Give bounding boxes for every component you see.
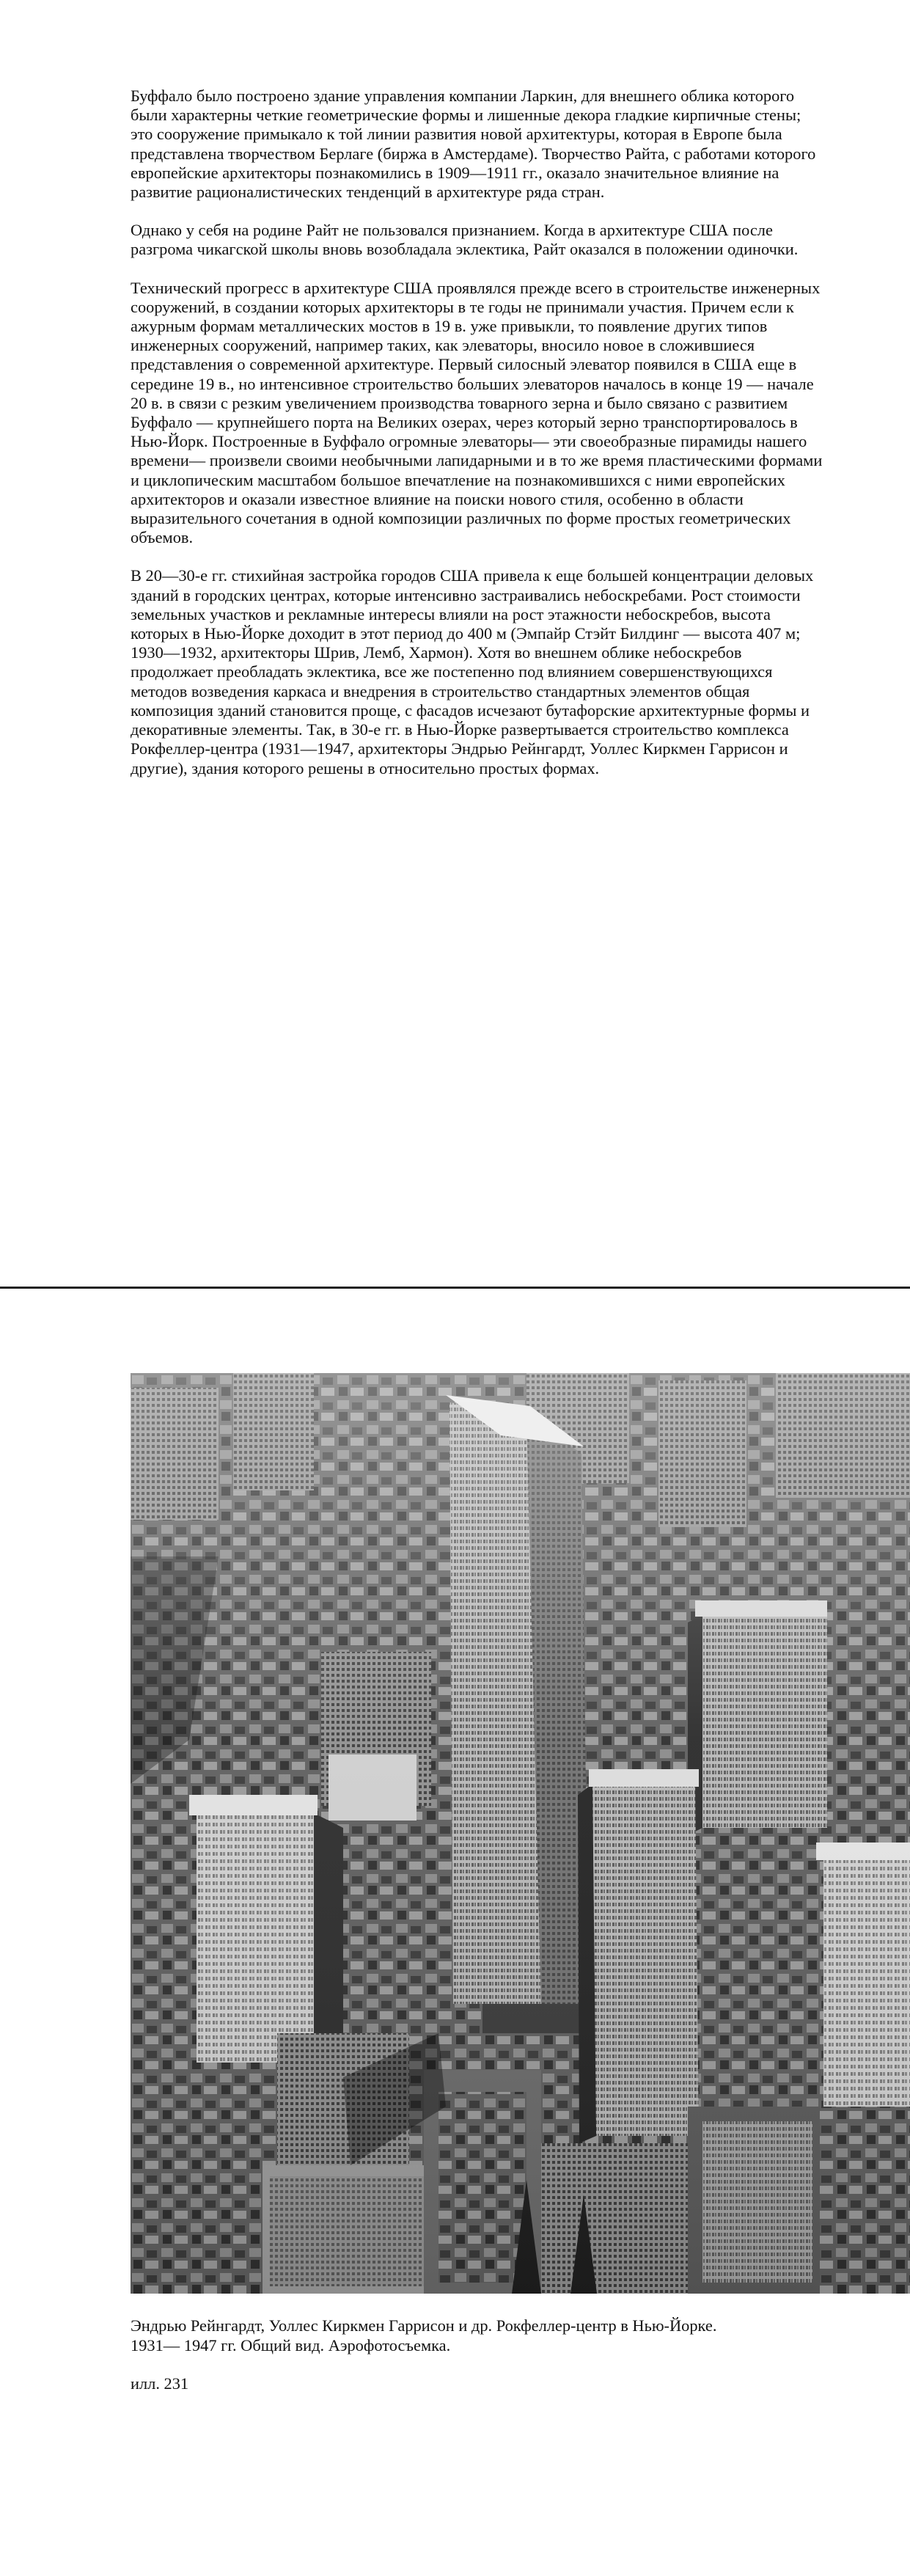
caption-line: 1931— 1947 гг. Общий вид. Аэрофотосъемка.	[131, 2336, 451, 2354]
paragraph: Однако у себя на родине Райт не пользовался признанием. Когда в архитектуре США после разгрома чикагской школы вновь возобладала эклектика, Райт оказался в положении одиночки.	[131, 221, 799, 259]
caption-line: Эндрью Рейнгардт, Уоллес Киркмен Гаррисон и др. Рокфеллер-центр в Нью-Йорке.	[131, 2316, 717, 2335]
aerial-photo-rockefeller-center	[131, 1373, 910, 2294]
paragraph: В 20—30-е гг. стихийная застройка городов США привела к еще большей концентрации деловых зданий в городских центрах, которые интенсивно застраивались небоскребами. Рост стоимости земельных участков и рекламные интересы влияли на рост этажности небоскребов, высота которых в Нью-Йорке доходит в этот период до 400 м (Эмпайр Стэйт Билдинг — высота 407 м; 1930—1932, архитекторы Шрив, Лемб, Хармон). Хотя во внешнем облике небоскребов продолжает преобладать эклектика, все же постепенно под влиянием совершенствующихся методов возведения каркаса и внедрения в строительство стандартных элементов общая композиция зданий становится проще, с фасадов исчезают бутафорские архитектурные формы и декоративные элементы. Так, в 30-е гг. в Нью-Йорке развертывается строительство комплекса Рокфеллер-центра (1931—1947, архитекторы Эндрью Рейнгардт, Уоллес Киркмен Гаррисон и другие), здания которого решены в относительно простых формах.	[131, 566, 814, 777]
body-text	[131, 87, 827, 797]
illustration-number: илл. 231	[131, 2374, 189, 2393]
paragraph: Технический прогресс в архитектуре США проявлялся прежде всего в строительстве инженерных сооружений, в создании которых архитекторы в те годы не принимали участия. Причем если к ажурным формам металлических мостов в 19 в. уже привыкли, то появление других типов инженерных сооружений, например таких, как элеваторы, вносило новое в сложившиеся представления о современной архитектуре. Первый силосный элеватор появился в США еще в середине 19 в., но интенсивное строительство больших элеваторов началось в конце 19 — начале 20 в. в связи с резким увеличением производства товарного зерна и было связано с развитием Буффало — крупнейшего порта на Великих озерах, через который зерно транспортировалось в Нью-Йорк. Построенные в Буффало огромные элеваторы— эти своеобразные пирамиды нашего времени— произвели своими необычными лапидарными и в то же время пластическими формами и циклопическим масштабом большое впечатление на познакомившихся с ними европейских архитекторов и оказали известное влияние на поиски нового стиля, особенно в области выразительного сочетания в одной композиции различных по форме простых геометрических объемов.	[131, 278, 823, 547]
paragraph: Буффало было построено здание управления компании Ларкин, для внешнего облика которого были характерны четкие геометрические формы и лишенные декора гладкие кирпичные стены; это сооружение примыкало к той линии развития новой архитектуры, которая в Европе была представлена творчеством Берлаге (биржа в Амстердаме). Творчество Райта, с работами которого европейские архитекторы познакомились в 1909—1911 гг., оказало значительное влияние на развитие рационалистических тенденций в архитектуре ряда стран.	[131, 87, 816, 202]
page-1	[0, 0, 910, 1287]
page-2	[0, 1289, 910, 2576]
figure-caption	[131, 2316, 864, 2355]
